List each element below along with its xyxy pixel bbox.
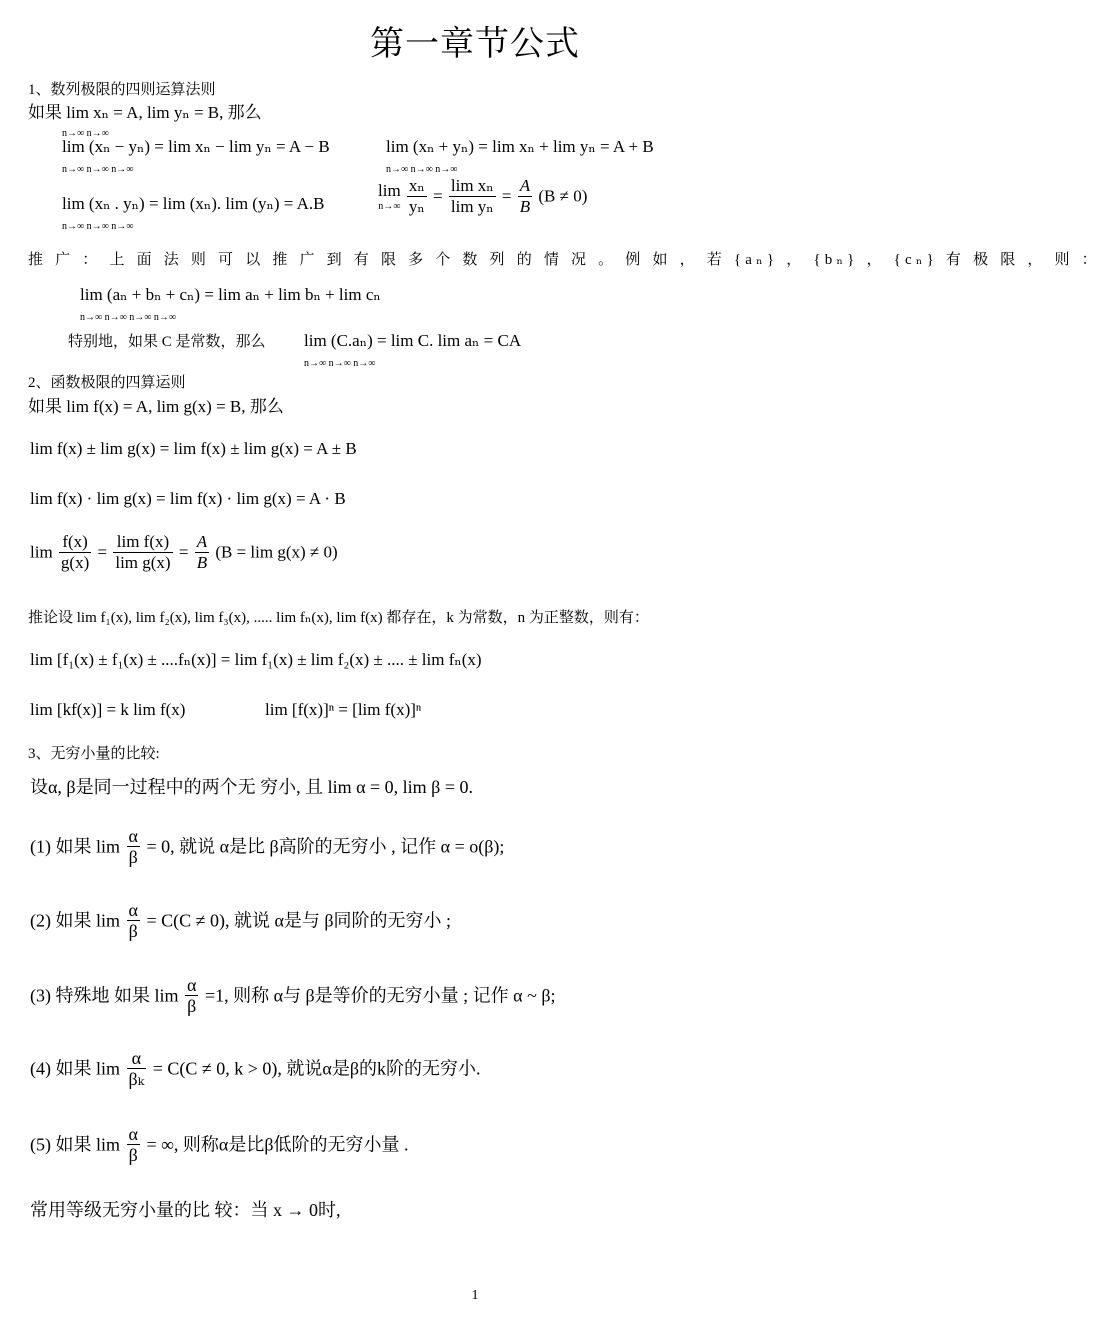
formula-extension-subscript: n→∞ n→∞ n→∞ n→∞ bbox=[80, 312, 177, 323]
case-1-fraction: $\frac{\alpha}{\beta}$ bbox=[128, 826, 138, 867]
case-1: (1) 如果 lim $\frac{\alpha}{\beta}$ = 0, 就说 α是比 β高阶的无穷小 , 记作 α = o(β); bbox=[30, 826, 505, 867]
formula-extension: lim (aₙ + bₙ + cₙ) = lim aₙ + lim bₙ + lim cₙ bbox=[80, 285, 381, 304]
section-1-given: 如果 lim xₙ = A, lim yₙ = B, 那么 bbox=[28, 103, 262, 122]
formula-power: lim [f(x)]ⁿ = [lim f(x)]ⁿ bbox=[265, 700, 422, 719]
formula-difference: lim (xₙ − yₙ) = lim xₙ − lim yₙ = A − B bbox=[62, 137, 330, 156]
case-4-fraction: $\frac{\alpha}{\text{βₖ}}$ bbox=[128, 1048, 145, 1089]
page-title: 第一章节公式 bbox=[370, 26, 580, 63]
quotient-limit: lim n→∞ bbox=[378, 180, 401, 212]
case-3: (3) 特殊地 如果 lim $\frac{\alpha}{\beta}$ =1, 则称 α与 β是等价的无穷小量 ; 记作 α ~ β; bbox=[30, 975, 556, 1016]
case-5-fraction: $\frac{\alpha}{\beta}$ bbox=[128, 1124, 138, 1165]
case-2: (2) 如果 lim $\frac{\alpha}{\beta}$ = C(C ≠ 0), 就说 α是与 β同阶的无穷小 ; bbox=[30, 900, 452, 941]
case-5: (5) 如果 lim $\frac{\alpha}{\beta}$ = ∞, 则称α是比β低阶的无穷小量 . bbox=[30, 1124, 409, 1165]
function-quotient-fraction-3: $\frac{A}{B}$ bbox=[196, 532, 208, 572]
formula-constant-multiple: lim [kf(x)] = k lim f(x) bbox=[30, 700, 186, 719]
formula-function-sum: lim f(x) ± lim g(x) = lim f(x) ± lim g(x) = A ± B bbox=[30, 439, 357, 458]
section-3-heading: 3、无穷小量的比较: bbox=[28, 746, 160, 762]
section-1-heading: 1、数列极限的四则运算法则 bbox=[28, 82, 216, 98]
case-2-fraction: $\frac{\alpha}{\beta}$ bbox=[128, 900, 138, 941]
page-number: 1 bbox=[471, 1288, 479, 1303]
function-quotient-fraction-1: $\frac{f(x)}{g(x)}$ bbox=[60, 532, 90, 572]
infinitesimal-intro: 设α, β是同一过程中的两个无 穷小, 且 lim α = 0, lim β = 0. bbox=[30, 777, 473, 797]
section-2-heading: 2、函数极限的四算运则 bbox=[28, 375, 186, 391]
quotient-fraction-2: $\frac{\text{lim xₙ}}{\text{lim yₙ}}$ bbox=[450, 176, 494, 216]
formula-function-quotient: lim $\frac{f(x)}{g(x)}$ = $\frac{\text{lim f(x)}}{\text{lim g(x)}}$ = $\frac{A}{B}$ (B = lim g(x) ≠ 0) bbox=[30, 532, 338, 572]
formula-sum: lim (xₙ + yₙ) = lim xₙ + lim yₙ = A + B bbox=[386, 137, 654, 156]
formula-quotient: lim n→∞ $\frac{\text{xₙ}}{\text{yₙ}}$ = $\frac{\text{lim xₙ}}{\text{lim yₙ}}$ = $\frac{A}{B}$ (B ≠ 0) bbox=[378, 176, 588, 216]
special-case-text: 特别地，如果 C 是常数，那么 bbox=[68, 334, 266, 350]
section-2-given: 如果 lim f(x) = A, lim g(x) = B, 那么 bbox=[28, 397, 284, 416]
common-equivalents-text: 常用等级无穷小量的比 较：当 x → 0时, bbox=[30, 1200, 341, 1220]
case-3-fraction: $\frac{\alpha}{\beta}$ bbox=[187, 975, 197, 1016]
case-4: (4) 如果 lim $\frac{\alpha}{\text{βₖ}}$ = C(C ≠ 0, k > 0), 就说α是β的k阶的无穷小. bbox=[30, 1048, 481, 1089]
formula-function-product: lim f(x) · lim g(x) = lim f(x) · lim g(x) = A · B bbox=[30, 489, 346, 508]
function-quotient-fraction-2: $\frac{\text{lim f(x)}}{\text{lim g(x)}}$ bbox=[115, 532, 171, 572]
formula-product: lim (xₙ . yₙ) = lim (xₙ). lim (yₙ) = A.B bbox=[62, 194, 325, 213]
extension-text: 推 广 ： 上 面 法 则 可 以 推 广 到 有 限 多 个 数 列 的 情 况 。 例 如 ， 若 {aₙ} ， {bₙ} ， {cₙ} 有 极 限 ， 则 ： bbox=[28, 252, 1101, 268]
section-1-given-subscript: n→∞ n→∞ bbox=[62, 128, 109, 139]
quotient-fraction-1: $\frac{\text{xₙ}}{\text{yₙ}}$ bbox=[408, 176, 425, 216]
formula-function-series: lim [f₁(x) ± f₁(x) ± ....fₙ(x)] = lim f₁(x) ± lim f₂(x) ± .... ± lim fₙ(x) bbox=[30, 650, 482, 669]
corollary-text: 推论设 lim f₁(x), lim f₂(x), lim f₃(x), ..... lim fₙ(x), lim f(x) 都存在，k 为常数，n 为正整数，则有： bbox=[28, 610, 649, 626]
formula-constant-subscript: n→∞ n→∞ n→∞ bbox=[304, 358, 376, 369]
formula-difference-subscript: n→∞ n→∞ n→∞ bbox=[62, 164, 134, 175]
formula-constant: lim (C.aₙ) = lim C. lim aₙ = CA bbox=[304, 331, 522, 350]
formula-sum-subscript: n→∞ n→∞ n→∞ bbox=[386, 164, 458, 175]
quotient-fraction-3: $\frac{A}{B}$ bbox=[519, 176, 531, 216]
formula-product-subscript: n→∞ n→∞ n→∞ bbox=[62, 221, 134, 232]
